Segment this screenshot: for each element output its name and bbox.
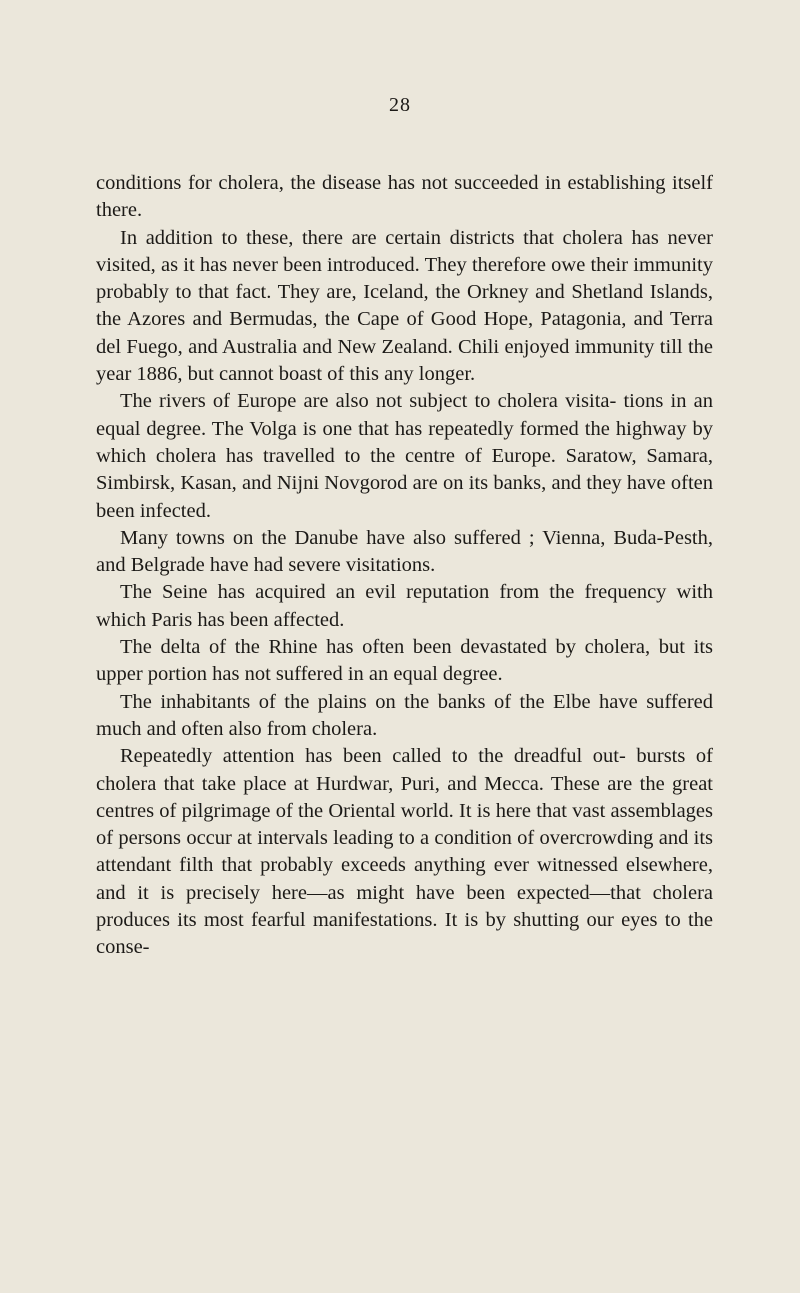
paragraph-danube: Many towns on the Danube have also suffered ; Vienna, Buda-Pesth, and Belgrade have had severe visitations. xyxy=(96,526,713,577)
paragraph-seine: The Seine has acquired an evil reputation from the frequency with which Paris has been affected. xyxy=(96,581,713,631)
paragraph-rivers-of-europe: The rivers of Europe are also not subject to cholera visita- tions in an equal degree. The Volga is one that has repeatedly formed the highway by which cholera has travelled to the centre of Europe. Saratow, Samara, Simbirsk, Kasan, and Nijni Novgorod are on its banks, and they have often been infected. xyxy=(96,390,713,522)
paragraph-immune-districts: In addition to these, there are certain districts that cholera has never visited, as it has never been introduced. They therefore owe their immunity probably to that fact. They are, Iceland, the Orkney and Shetland Islands, the Azores and Bermudas, the Cape of Good Hope, Patagonia, and Terra del Fuego, and Australia and New Zealand. Chili enjoyed immunity till the year 1886, but cannot boast of this any longer. xyxy=(96,226,713,386)
paragraph-pilgrimage-centres: Repeatedly attention has been called to the dreadful out- bursts of cholera that take place at Hurdwar, Puri, and Mecca. These are the great centres of pilgrimage of the Oriental world. It is here that vast assemblages of persons occur at intervals leading to a condition of overcrowding and its attendant filth that probably exceeds anything ever witnessed elsewhere, and it is precisely here—as might have been expected—that cholera produces its most fearful manifestations. It is by shutting our eyes to the conse- xyxy=(96,745,713,959)
page-number: 28 xyxy=(389,94,411,116)
paragraph-elbe: The inhabitants of the plains on the banks of the Elbe have suffered much and often also from cholera. xyxy=(96,690,713,740)
body-text xyxy=(96,170,713,962)
paragraph-rhine: The delta of the Rhine has often been devastated by cholera, but its upper portion has not suffered in an equal degree. xyxy=(96,636,713,686)
paragraph-continued: conditions for cholera, the disease has not succeeded in establishing itself there. xyxy=(96,172,713,222)
